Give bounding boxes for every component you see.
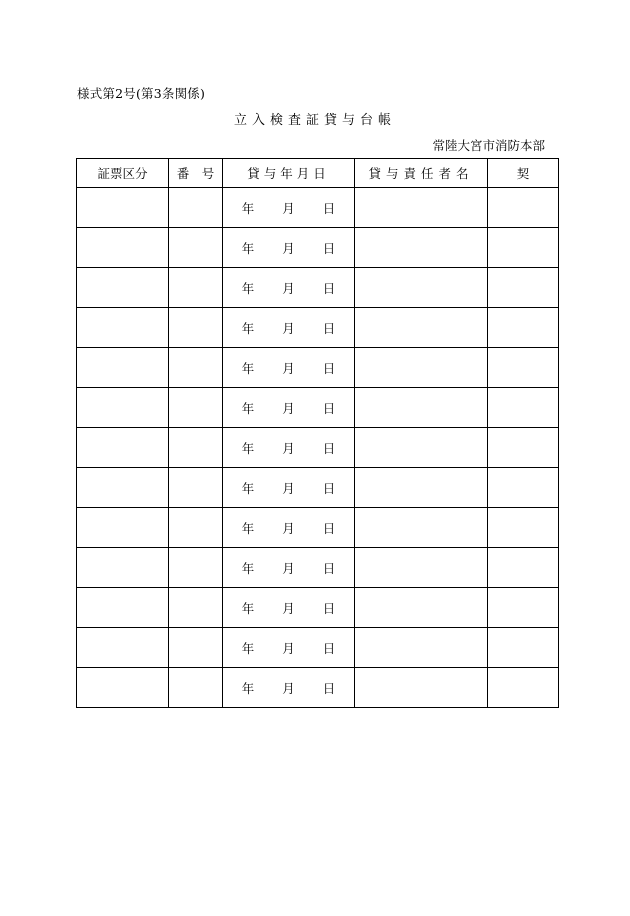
cell-responsible-person <box>355 468 488 508</box>
date-placeholder <box>223 439 354 457</box>
date-month-label: 月 <box>282 360 295 376</box>
cell-responsible-person <box>355 388 488 428</box>
cell-certificate-type <box>77 628 169 668</box>
cell-seal <box>488 668 559 708</box>
column-header-number: 番 号 <box>169 159 223 188</box>
cell-lending-date <box>223 268 355 308</box>
date-month-label: 月 <box>282 440 295 456</box>
cell-responsible-person <box>355 188 488 228</box>
table-row <box>77 468 559 508</box>
cell-seal <box>488 508 559 548</box>
cell-responsible-person <box>355 428 488 468</box>
date-month-label: 月 <box>282 200 295 216</box>
date-year-label: 年 <box>241 440 255 456</box>
date-day-label: 日 <box>322 520 336 536</box>
table-row <box>77 388 559 428</box>
date-year-label: 年 <box>241 240 255 256</box>
cell-certificate-type <box>77 428 169 468</box>
cell-lending-date <box>223 428 355 468</box>
cell-certificate-type <box>77 228 169 268</box>
cell-certificate-type <box>77 548 169 588</box>
date-day-label: 日 <box>322 440 336 456</box>
date-month-label: 月 <box>282 320 295 336</box>
cell-lending-date <box>223 628 355 668</box>
cell-certificate-type <box>77 468 169 508</box>
date-day-label: 日 <box>322 320 336 336</box>
date-year-label: 年 <box>241 320 255 336</box>
date-day-label: 日 <box>322 400 336 416</box>
cell-certificate-type <box>77 188 169 228</box>
date-placeholder <box>223 519 354 537</box>
cell-number <box>169 308 223 348</box>
date-day-label: 日 <box>322 200 336 216</box>
date-year-label: 年 <box>241 600 255 616</box>
cell-responsible-person <box>355 228 488 268</box>
cell-certificate-type <box>77 508 169 548</box>
cell-certificate-type <box>77 588 169 628</box>
lending-ledger-table <box>76 158 559 708</box>
cell-number <box>169 588 223 628</box>
cell-lending-date <box>223 388 355 428</box>
cell-seal <box>488 468 559 508</box>
document-title: 立入検査証貸与台帳 <box>233 113 396 128</box>
cell-number <box>169 388 223 428</box>
table-row <box>77 188 559 228</box>
column-header-responsible-person: 貸与責任者名 <box>355 159 488 188</box>
cell-responsible-person <box>355 508 488 548</box>
date-year-label: 年 <box>241 480 255 496</box>
form-number: 様式第2号(第3条関係) <box>77 86 206 101</box>
date-placeholder <box>223 479 354 497</box>
cell-lending-date <box>223 188 355 228</box>
table-row <box>77 348 559 388</box>
cell-lending-date <box>223 228 355 268</box>
date-year-label: 年 <box>241 680 255 696</box>
cell-number <box>169 628 223 668</box>
date-year-label: 年 <box>241 200 255 216</box>
column-header-lending-date: 貸与年月日 <box>223 159 355 188</box>
date-placeholder <box>223 599 354 617</box>
date-month-label: 月 <box>282 680 295 696</box>
table-row <box>77 308 559 348</box>
cell-seal <box>488 628 559 668</box>
header-row <box>77 159 559 188</box>
cell-seal <box>488 348 559 388</box>
date-day-label: 日 <box>322 640 336 656</box>
cell-seal <box>488 588 559 628</box>
cell-lending-date <box>223 548 355 588</box>
table-row <box>77 428 559 468</box>
date-placeholder <box>223 199 354 217</box>
date-day-label: 日 <box>322 280 336 296</box>
cell-number <box>169 468 223 508</box>
cell-lending-date <box>223 668 355 708</box>
date-day-label: 日 <box>322 600 336 616</box>
date-day-label: 日 <box>322 240 336 256</box>
cell-seal <box>488 548 559 588</box>
date-month-label: 月 <box>282 520 295 536</box>
table-row <box>77 228 559 268</box>
date-placeholder <box>223 359 354 377</box>
date-placeholder <box>223 679 354 697</box>
table-row <box>77 668 559 708</box>
date-placeholder <box>223 399 354 417</box>
date-placeholder <box>223 239 354 257</box>
date-placeholder <box>223 639 354 657</box>
date-year-label: 年 <box>241 400 255 416</box>
cell-lending-date <box>223 468 355 508</box>
table-row <box>77 548 559 588</box>
cell-lending-date <box>223 348 355 388</box>
cell-seal <box>488 428 559 468</box>
cell-lending-date <box>223 588 355 628</box>
date-month-label: 月 <box>282 640 295 656</box>
date-month-label: 月 <box>282 480 295 496</box>
date-year-label: 年 <box>241 360 255 376</box>
date-month-label: 月 <box>282 600 295 616</box>
cell-seal <box>488 388 559 428</box>
cell-lending-date <box>223 308 355 348</box>
table-row <box>77 268 559 308</box>
cell-responsible-person <box>355 548 488 588</box>
cell-certificate-type <box>77 668 169 708</box>
date-month-label: 月 <box>282 280 295 296</box>
date-month-label: 月 <box>282 400 295 416</box>
cell-number <box>169 268 223 308</box>
date-year-label: 年 <box>241 520 255 536</box>
cell-certificate-type <box>77 308 169 348</box>
cell-number <box>169 548 223 588</box>
date-year-label: 年 <box>241 280 255 296</box>
cell-responsible-person <box>355 348 488 388</box>
issuer-name: 常陸大宮市消防本部 <box>432 138 545 153</box>
date-month-label: 月 <box>282 560 295 576</box>
cell-lending-date <box>223 508 355 548</box>
date-year-label: 年 <box>241 560 255 576</box>
cell-certificate-type <box>77 388 169 428</box>
date-year-label: 年 <box>241 640 255 656</box>
cell-seal <box>488 228 559 268</box>
column-header-seal: 契 <box>488 159 559 188</box>
date-day-label: 日 <box>322 560 336 576</box>
cell-number <box>169 428 223 468</box>
cell-number <box>169 188 223 228</box>
ledger-body <box>77 188 559 708</box>
cell-certificate-type <box>77 348 169 388</box>
table-row <box>77 628 559 668</box>
cell-responsible-person <box>355 628 488 668</box>
table-row <box>77 588 559 628</box>
date-day-label: 日 <box>322 480 336 496</box>
cell-number <box>169 348 223 388</box>
cell-seal <box>488 308 559 348</box>
date-placeholder <box>223 559 354 577</box>
cell-responsible-person <box>355 308 488 348</box>
date-placeholder <box>223 319 354 337</box>
date-month-label: 月 <box>282 240 295 256</box>
date-placeholder <box>223 279 354 297</box>
cell-number <box>169 668 223 708</box>
cell-number <box>169 228 223 268</box>
cell-certificate-type <box>77 268 169 308</box>
cell-number <box>169 508 223 548</box>
table-row <box>77 508 559 548</box>
cell-responsible-person <box>355 668 488 708</box>
date-day-label: 日 <box>322 360 336 376</box>
cell-responsible-person <box>355 588 488 628</box>
column-header-certificate-type: 証票区分 <box>77 159 169 188</box>
cell-seal <box>488 268 559 308</box>
date-day-label: 日 <box>322 680 336 696</box>
cell-responsible-person <box>355 268 488 308</box>
cell-seal <box>488 188 559 228</box>
